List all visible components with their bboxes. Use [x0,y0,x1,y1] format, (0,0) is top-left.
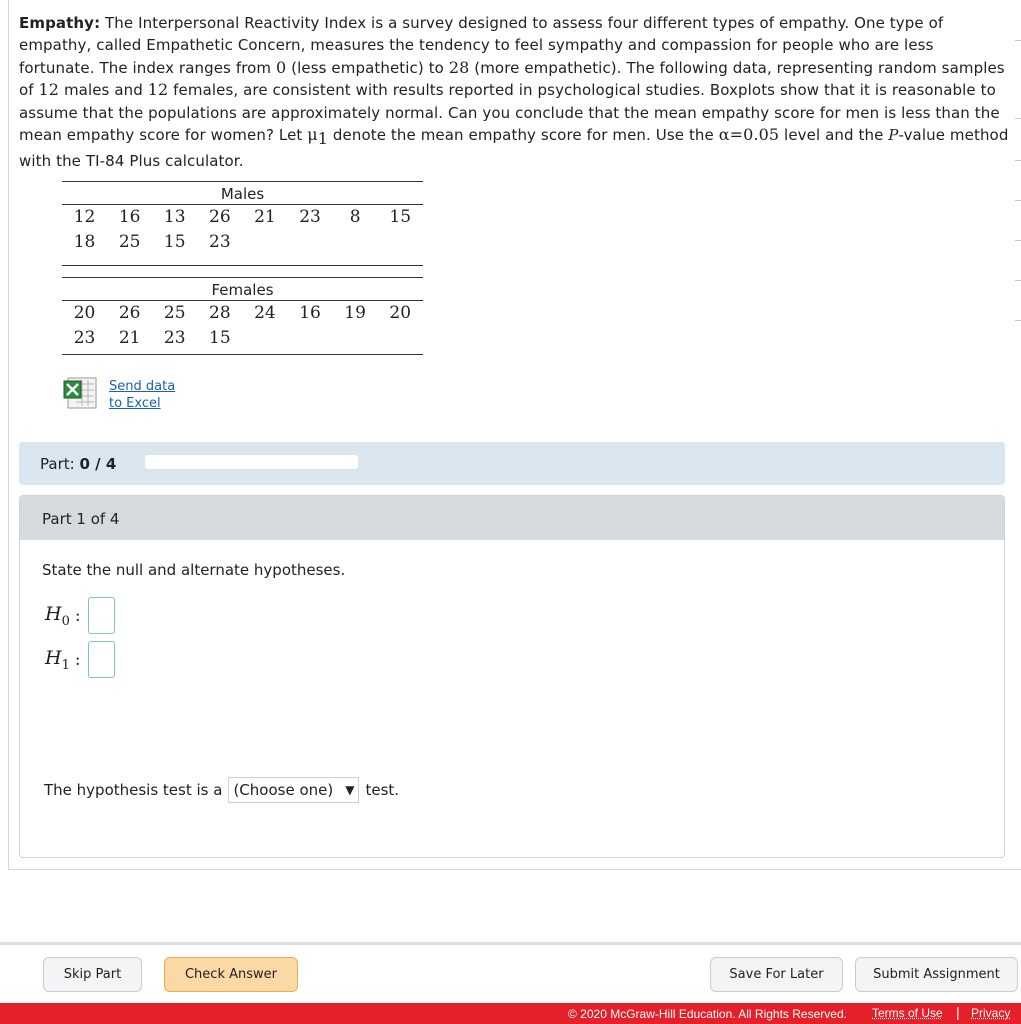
table-cell: 25 [163,303,186,323]
part-progress-label: Part: 0 / 4 [40,455,117,473]
table-cell: 23 [73,328,96,348]
table-cell: 20 [73,303,96,323]
table-cell: 18 [73,232,96,252]
table-cell: 15 [163,232,186,252]
terms-of-use-link[interactable]: Terms of Use [872,1006,943,1020]
females-caption: Females [211,281,274,299]
table-cell: 23 [209,232,231,252]
males-caption: Males [220,185,265,203]
problem-statement: Empathy: The Interpersonal Reactivity Index is a survey designed to assess four different types of empathy. One type of empathy, called Empathetic Concern, measures the tendency to feel sympathy and compassion for people who are less fortunate. The index ranges from 0 (less empathetic) to 28 (more empathetic). The following data, representing random samples of 12 males and 12 females, are consistent with results reported in psychological studies. Boxplots show that it is reasonable to assume that the populations are approximately normal. Can you conclude that the mean empathy score for men is less than the mean empathy score for women? Let $\mu_1$ denote the mean empathy score for men. Use the α=0.05 level and the P-value method with the TI-84 Plus calculator. [19,14,1009,171]
test-type-row: The hypothesis test is a (Choose one) ▼ test. [44,777,399,803]
table-row [62,301,423,326]
table-cell: 16 [299,303,321,323]
table-cell: 21 [254,207,276,227]
table-row [62,326,423,351]
table-cell: 19 [344,303,366,323]
h1-input[interactable] [88,641,115,678]
chevron-down-icon: ▼ [345,783,355,797]
submit-assignment-button[interactable]: Submit Assignment [855,957,1018,992]
footer-divider [0,942,1021,945]
scroll-marks [1013,0,1021,330]
send-data-link[interactable]: Send data [109,379,176,394]
send-to-excel[interactable] [62,376,175,412]
check-answer-button[interactable]: Check Answer [164,957,298,992]
table-row [62,205,423,230]
h0-input[interactable] [88,597,115,634]
table-cell: 23 [299,207,321,227]
h1-row: $H_1$ : [45,641,115,678]
part-progress-bar [19,442,1005,485]
males-table [62,181,423,266]
table-cell: 28 [209,303,231,323]
table-cell: 12 [73,207,96,227]
table-cell: 23 [163,328,186,348]
h0-row: $H_0$ : [45,597,115,634]
part-prompt: State the null and alternate hypotheses. [42,561,346,579]
table-cell: 26 [209,207,231,227]
table-cell: 16 [118,207,141,227]
table-cell: 8 [349,207,361,227]
table-cell: 15 [389,207,412,227]
to-excel-link[interactable]: to Excel [109,396,161,411]
copyright-text: © 2020 McGraw-Hill Education. All Rights Reserved. [568,1007,847,1021]
footer-bar: © 2020 McGraw-Hill Education. All Rights Reserved. Terms of Use | Privacy [0,1003,1021,1024]
females-table [62,277,423,355]
progress-track [145,455,358,469]
table-cell: 24 [254,303,276,323]
test-type-select[interactable]: (Choose one) ▼ [228,777,359,803]
save-for-later-button[interactable]: Save For Later [710,957,843,992]
part-title: Part 1 of 4 [42,510,120,528]
skip-part-button[interactable]: Skip Part [43,957,142,992]
table-cell: 25 [118,232,141,252]
excel-icon[interactable] [62,376,98,410]
part-header [20,496,1004,540]
h1-label: $H_1$ [45,646,70,673]
privacy-link[interactable]: Privacy [971,1006,1011,1020]
part-panel [19,495,1005,858]
table-cell: 15 [209,328,231,348]
table-cell: 26 [118,303,141,323]
table-cell: 20 [389,303,412,323]
h0-label: $H_0$ [45,602,70,629]
table-cell: 21 [118,328,141,348]
table-row [62,230,423,255]
table-cell: 13 [163,207,186,227]
